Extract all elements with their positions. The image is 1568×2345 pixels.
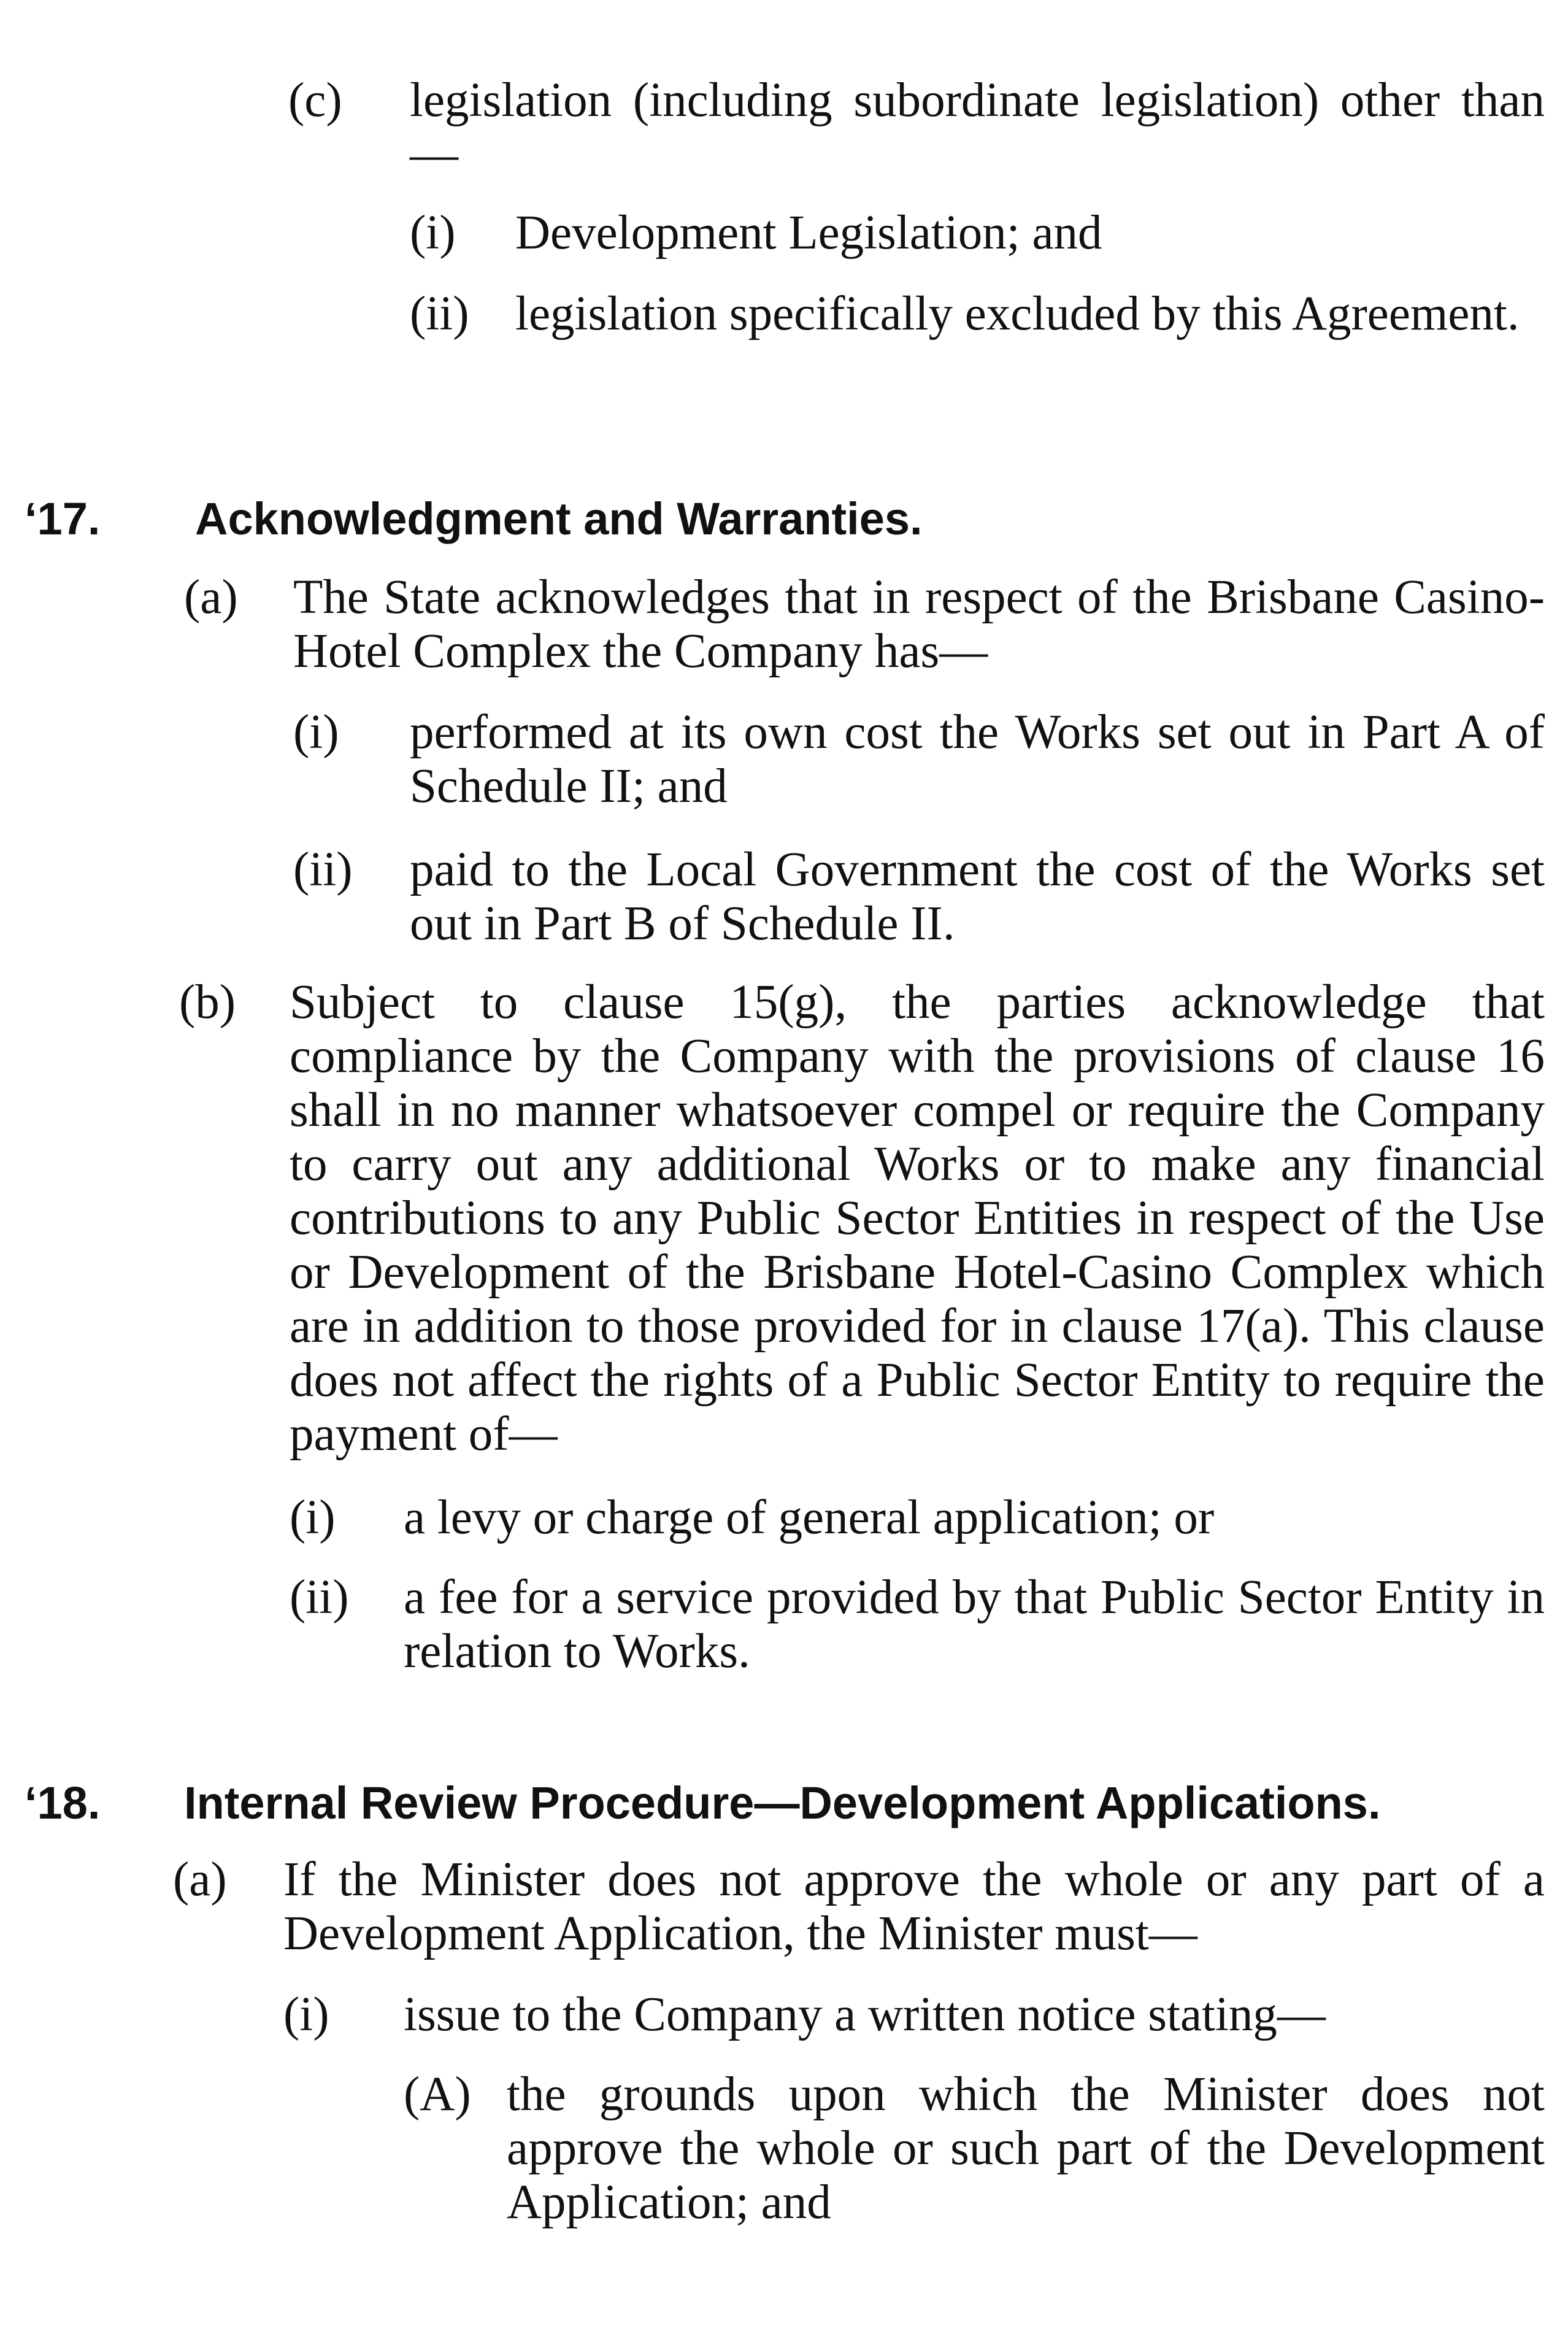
- section-18-a-item-i-label: (i): [283, 1988, 329, 2041]
- clause-c-item-i-text: Development Legislation; and: [515, 206, 1102, 260]
- section-17-number: ‘17.: [25, 493, 101, 544]
- section-18-title: Internal Review Procedure—Development Applications.: [184, 1777, 1381, 1828]
- clause-c-item-i-label: (i): [410, 206, 456, 260]
- section-17-a-label: (a): [184, 571, 238, 624]
- section-17-title: Acknowledgment and Warranties.: [195, 493, 923, 544]
- section-17-b-item-ii-text: a fee for a service provided by that Public Sector Entity in relation to Works.: [404, 1571, 1545, 1678]
- section-17-b-item-ii-label: (ii): [290, 1571, 349, 1624]
- section-17-b-label: (b): [179, 976, 236, 1029]
- section-17-a-item-i-text: performed at its own cost the Works set out in Part A of Schedule II; and: [410, 706, 1545, 813]
- clause-c-text: legislation (including subordinate legislation) other than—: [410, 74, 1545, 181]
- section-17-b-text: Subject to clause 15(g), the parties acknowledge that compliance by the Company with the provisions of clause 16 shall in no manner whatsoever compel or require the Company to carry out any additional Works or to make any financial contributions to any Public Sector Entities in respect of the Use or Development of the Brisbane Hotel-Casino Complex which are in addition to those provided for in clause 17(a). This clause does not affect the rights of a Public Sector Entity to require the payment of—: [290, 976, 1545, 1461]
- clause-c-label: (c): [288, 74, 342, 127]
- section-17-a-text: The State acknowledges that in respect of the Brisbane Casino-Hotel Complex the Company has—: [293, 571, 1545, 678]
- section-18-number: ‘18.: [25, 1777, 101, 1828]
- section-18-a-text: If the Minister does not approve the whole or any part of a Development Application, the Minister must—: [283, 1853, 1545, 1960]
- section-17-a-item-i-label: (i): [293, 706, 339, 759]
- section-18-a-item-i-text: issue to the Company a written notice stating—: [404, 1988, 1326, 2041]
- section-17-a-item-ii-text: paid to the Local Government the cost of the Works set out in Part B of Schedule II.: [410, 843, 1545, 950]
- section-18-a-item-i-A-label: (A): [404, 2068, 471, 2121]
- section-17-b-item-i-label: (i): [290, 1491, 336, 1544]
- section-18-a-item-i-A-text: the grounds upon which the Minister does not approve the whole or such part of the Development Application; and: [507, 2068, 1545, 2229]
- section-17-a-item-ii-label: (ii): [293, 843, 353, 896]
- clause-c-item-ii-text: legislation specifically excluded by this Agreement.: [515, 287, 1520, 341]
- section-17-b-item-i-text: a levy or charge of general application; or: [404, 1491, 1215, 1544]
- section-18-a-label: (a): [173, 1853, 227, 1906]
- clause-c-item-ii-label: (ii): [410, 287, 469, 341]
